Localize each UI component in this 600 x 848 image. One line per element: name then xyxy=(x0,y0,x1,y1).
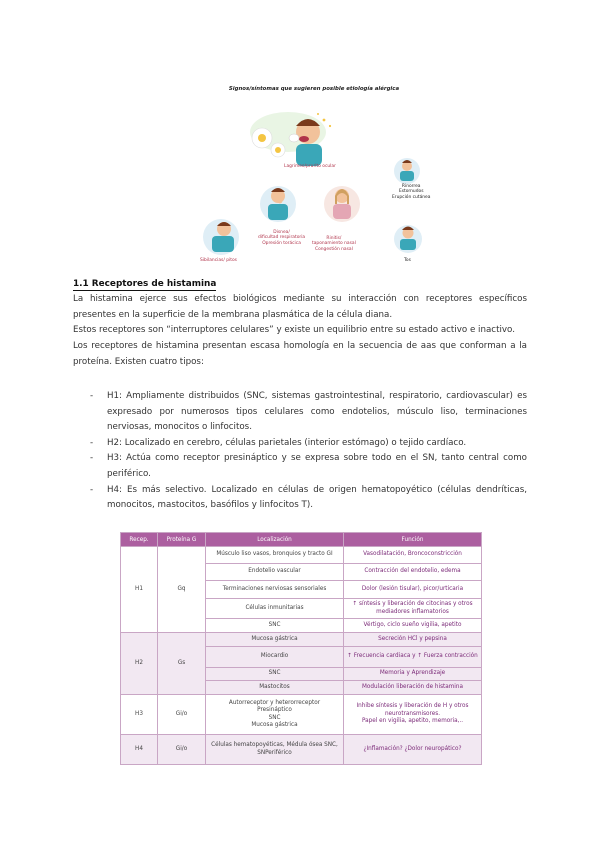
paragraph-homology: Los receptores de histamina presentan escasa homología en la secuencia de aas que conforman a la proteína. Existen cuatro tipos: xyxy=(73,341,527,367)
loc-cell: Mastocitos xyxy=(206,681,344,695)
loc-line: Mucosa gástrica xyxy=(251,721,298,728)
loc-cell: SNC xyxy=(206,619,344,633)
table-header-row xyxy=(121,533,482,547)
allergy-symptoms-figure xyxy=(196,80,432,270)
loc-cell-h3 xyxy=(206,695,344,735)
loc-cell: Músculo liso vasos, bronquios y tracto GI xyxy=(206,547,344,564)
rash-figure xyxy=(394,158,420,184)
loc-cell: Mucosa gástrica xyxy=(206,633,344,647)
fn-cell: Modulación liberación de histamina xyxy=(344,681,482,695)
histamine-receptor-table xyxy=(120,532,482,765)
fn-cell: Dolor (lesión tisular), picor/urticaria xyxy=(344,581,482,599)
dyspnea-figure xyxy=(324,186,360,222)
fn-line: Papel en vigilia, apetito, memoria,.. xyxy=(361,718,464,725)
table-row xyxy=(121,633,482,647)
table-row xyxy=(121,695,482,735)
figure-title: Signos/síntomas que sugieren posible etiología alérgica xyxy=(228,86,400,92)
fn-line: Inhibe síntesis y liberación de H y otros neurotransmisores. xyxy=(356,703,469,717)
label-disnea-1: Disnea/ xyxy=(273,230,290,235)
section-heading: 1.1 Receptores de histamina xyxy=(73,279,217,289)
header-protein: Proteína G xyxy=(158,533,206,547)
label-sibilancias-1: Sibilancias/ xyxy=(200,258,225,263)
header-funcion: Función xyxy=(344,533,482,547)
label-erupcion: Erupción cutánea xyxy=(392,194,431,200)
list-item-h2 xyxy=(73,436,527,452)
header-recep: Recep. xyxy=(121,533,158,547)
fn-cell: ↑ síntesis y liberación de citocinas y otros mediadores inflamatorios xyxy=(344,599,482,619)
list-item-text: H3: Actúa como receptor presináptico y se expresa sobre todo en el SN, tanto central como periférico. xyxy=(107,453,527,479)
loc-cell: Miocardio xyxy=(206,647,344,668)
label-sibilancias-2: pitos xyxy=(226,258,237,263)
protein-h4: Gi/o xyxy=(158,735,206,765)
table-row xyxy=(121,547,482,564)
list-item-h4 xyxy=(73,483,527,514)
list-item-text: H1: Ampliamente distribuidos (SNC, sistemas gastrointestinal, respiratorio, cardiovascular) es expresado por numerosos tipos celulares como endotelios, músculo liso, terminaciones nerviosas, monocitos o linfocitos. xyxy=(107,391,527,433)
recep-h4: H4 xyxy=(121,735,158,765)
loc-cell: Células hematopoyéticas, Médula ósea SNC, SNPeriférico xyxy=(206,735,344,765)
loc-line: Autorreceptor y heterorreceptor xyxy=(228,699,321,706)
list-item-text: H2: Localizado en cerebro, células parietales (interior estómago) o tejido cardíaco. xyxy=(107,437,467,448)
chest-figure xyxy=(203,219,239,255)
loc-cell: Endotelio vascular xyxy=(206,564,344,581)
fn-cell: Vértigo, ciclo sueño vigilia, apetito xyxy=(344,619,482,633)
fn-cell: ¿Inflamación? ¿Dolor neuropático? xyxy=(344,735,482,765)
label-congestion: Congestión nasal xyxy=(315,246,353,252)
loc-cell: Células inmunitarias xyxy=(206,599,344,619)
loc-cell: Terminaciones nerviosas sensoriales xyxy=(206,581,344,599)
fn-cell: ↑ Frecuencia cardiaca y ↑ Fuerza contracción xyxy=(344,647,482,668)
label-tos: Tos xyxy=(404,258,411,263)
label-disnea-2: dificultad respiratoria xyxy=(258,235,306,241)
receptor-type-list xyxy=(73,389,527,514)
recep-h3: H3 xyxy=(121,695,158,735)
label-dolor-pecho: Opresión torácica xyxy=(262,240,301,246)
label-sibilancias xyxy=(200,258,237,263)
recep-h1: H1 xyxy=(121,547,158,633)
loc-line: SNC xyxy=(268,714,281,721)
protein-h3: Gi/o xyxy=(158,695,206,735)
protein-h2: Gs xyxy=(158,633,206,695)
label-rash-group xyxy=(392,184,430,200)
bullet-dash: - xyxy=(90,484,94,495)
label-cefalea-2: taponamiento nasal xyxy=(312,241,356,247)
label-cefalea-group xyxy=(312,236,356,252)
fn-cell-h3 xyxy=(344,695,482,735)
fn-cell: Secreción HCl y pepsina xyxy=(344,633,482,647)
label-estornudos: Estornudos xyxy=(398,189,424,195)
recep-h2: H2 xyxy=(121,633,158,695)
fn-cell: Contracción del endotelio, edema xyxy=(344,564,482,581)
fn-cell: Vasodilatación, Broncoconstricción xyxy=(344,547,482,564)
bullet-dash: - xyxy=(90,391,94,401)
bullet-dash: - xyxy=(90,453,94,464)
label-cefalea-1: Rinitis/ xyxy=(326,236,342,241)
fn-cell: Memoria y Aprendizaje xyxy=(344,668,482,681)
nasal-figure xyxy=(260,186,296,222)
paragraph-intro: La histamina ejerce sus efectos biológicos mediante su interacción con receptores específicos presentes en la superficie de la membrana plasmática de la célula diana. xyxy=(73,294,527,320)
cough-figure xyxy=(394,225,422,253)
loc-cell: SNC xyxy=(206,668,344,681)
paragraph-switches: Estos receptores son “interruptores celulares” y existe un equilibrio entre su estado activo e inactivo. xyxy=(73,325,515,335)
label-disnea-group xyxy=(258,230,305,246)
header-localizacion: Localización xyxy=(206,533,344,547)
label-rinorrea: Rinorrea xyxy=(401,184,421,189)
loc-line: Presináptico xyxy=(257,707,292,714)
list-item-text: H4: Es más selectivo. Localizado en células de origen hematopoyético (células dendríticas, monocitos, mastocitos, basófilos y linfocitos T). xyxy=(107,484,527,511)
list-item-h1 xyxy=(73,389,527,436)
sneezing-man-illustration xyxy=(250,112,331,166)
protein-h1: Gq xyxy=(158,547,206,633)
table-row xyxy=(121,735,482,765)
label-prurito-ocular: Lagrimeo/prurito ocular xyxy=(284,164,336,169)
list-item-h3 xyxy=(73,451,527,482)
bullet-dash: - xyxy=(90,437,94,448)
